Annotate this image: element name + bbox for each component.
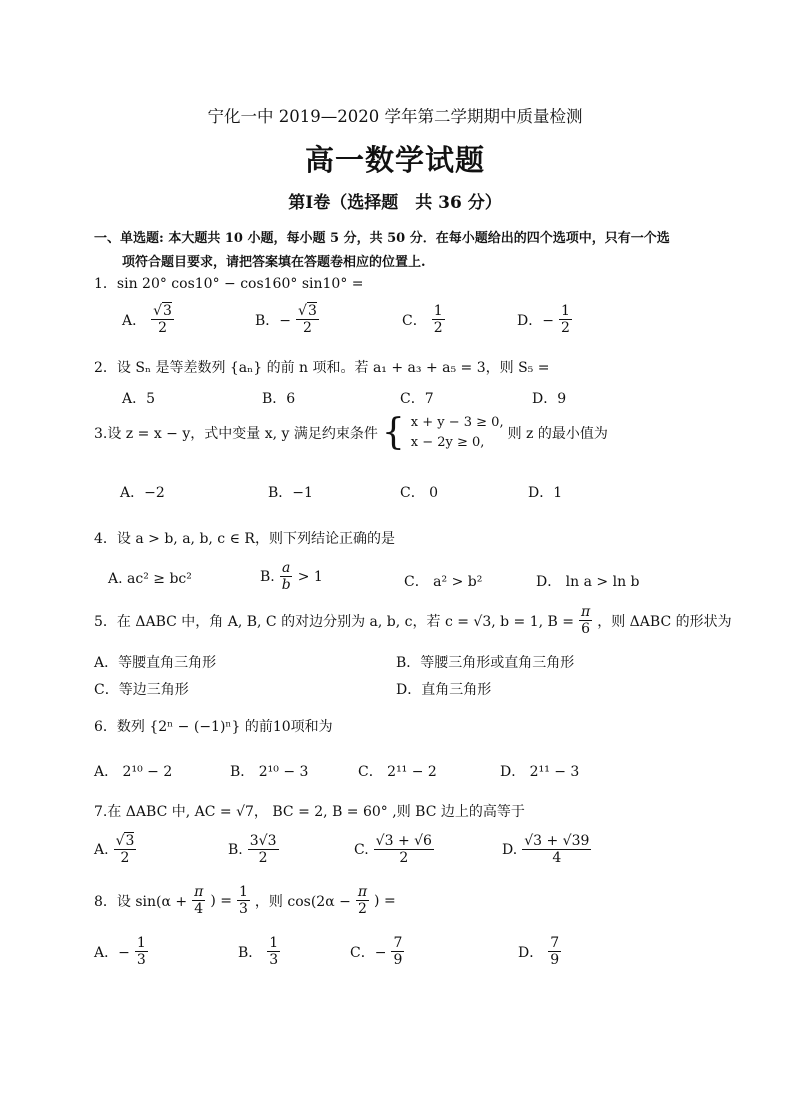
option-label: C． xyxy=(402,312,427,329)
fraction: $\frac{a}{b}$ xyxy=(281,560,291,594)
stem-text-mid: ) = xyxy=(210,892,232,909)
brace: { xyxy=(381,411,405,453)
question-1-stem: 1．sin 20° cos10° − cos160° sin10° = xyxy=(94,276,364,292)
fraction: √ $\frac{3}{2}$ xyxy=(151,303,174,336)
option-label: A． xyxy=(122,312,147,329)
section-instructions-line1: 一、单选题: 本大题共 10 小题，每小题 5 分，共 50 分．在每小题给出的四个选项中，只有一个选 xyxy=(94,231,670,246)
constraint-1: x + y − 3 ≥ 0, xyxy=(410,415,504,430)
question-6-option-b: B． 2¹⁰ − 3 xyxy=(230,764,309,780)
fraction: $\frac{3√3}{2}$ xyxy=(249,833,277,867)
inequality: > 1 xyxy=(297,568,323,585)
question-6-stem: 6．数列 {2ⁿ − (−1)ⁿ} 的前10项和为 xyxy=(94,719,333,735)
option-label: C．− xyxy=(350,944,387,961)
question-2-option-b: B．6 xyxy=(262,391,296,407)
stem-text-end: ) = xyxy=(374,892,396,909)
question-5-stem xyxy=(94,604,732,637)
question-3-option-c: C． 0 xyxy=(400,485,439,501)
exam-school-heading: 宁化一中 2019—2020 学年第二学期期中质量检测 xyxy=(207,107,583,126)
option-label: B． xyxy=(238,944,263,961)
fraction: $\frac{1}{3}$ xyxy=(239,884,248,918)
fraction: $\frac{√3 + √6}{2}$ xyxy=(375,833,432,867)
question-5-option-a: A．等腰直角三角形 xyxy=(94,655,217,671)
question-6-option-c: C． 2¹¹ − 2 xyxy=(358,764,437,780)
question-8-option-a xyxy=(94,935,149,968)
stem-text: 8．设 sin(α + xyxy=(94,893,188,910)
question-5-option-c: C．等边三角形 xyxy=(94,682,189,698)
question-4-option-c: C． a² > b² xyxy=(404,574,483,590)
question-3-option-a: A．−2 xyxy=(120,485,165,501)
fraction: $\frac{1}{2}$ xyxy=(433,303,443,337)
question-6-option-a: A． 2¹⁰ − 2 xyxy=(94,764,173,780)
stem-text: 5．在 ΔABC 中，角 A, B, C 的对边分别为 a, b, c，若 c = √3, b = 1, B = xyxy=(94,613,575,630)
fraction: $\frac{\pi}{2}$ xyxy=(357,884,368,918)
exam-title: 高一数学试题 xyxy=(304,143,485,177)
question-7-option-a xyxy=(94,833,137,866)
question-5-option-b: B．等腰三角形或直角三角形 xyxy=(396,655,575,671)
fraction: $\frac{\pi}{6}$ xyxy=(581,604,591,638)
question-7-option-c xyxy=(354,833,435,866)
exam-part-heading: 第Ⅰ卷（选择题 共 36 分） xyxy=(288,193,502,213)
fraction: $\frac{7}{9}$ xyxy=(550,935,560,969)
stem-text-end: 则 z 的最小值为 xyxy=(507,425,608,442)
question-7-option-b xyxy=(228,833,280,866)
question-4-option-b xyxy=(260,560,323,593)
option-label: A．− xyxy=(94,944,130,961)
section-instructions-line2: 项符合题目要求，请把答案填在答题卷相应的位置上. xyxy=(122,255,426,270)
question-2-stem: 2．设 Sₙ 是等差数列 {aₙ} 的前 n 项和。若 a₁ + a₃ + a₅ = 3，则 S₅ = xyxy=(94,360,550,376)
stem-text-end: ，则 ΔABC 的形状为 xyxy=(597,613,732,630)
option-label: C. xyxy=(354,841,369,858)
option-label: D. xyxy=(502,841,518,858)
constraint-2: x − 2y ≥ 0, xyxy=(410,434,485,450)
question-8-option-c xyxy=(350,935,405,968)
question-4-option-a: A. ac² ≥ bc² xyxy=(108,571,192,587)
option-label: B．− xyxy=(255,312,292,329)
fraction: √ $\frac{3}{2}$ xyxy=(296,303,319,336)
question-7-stem: 7.在 ΔABC 中, AC = √7， BC = 2, B = 60° ,则 BC 边上的高等于 xyxy=(94,804,525,820)
question-8-stem xyxy=(94,884,396,917)
question-2-option-a: A．5 xyxy=(122,391,156,407)
option-label: B. xyxy=(228,841,243,858)
stem-text-mid2: ，则 cos(2α − xyxy=(254,893,351,910)
fraction: $\frac{1}{3}$ xyxy=(136,935,146,969)
constraint-system xyxy=(411,413,504,452)
option-label: A. xyxy=(94,841,109,858)
question-6-option-d: D． 2¹¹ − 3 xyxy=(500,764,580,780)
question-7-option-d xyxy=(502,833,592,866)
question-4-option-d: D． ln a > ln b xyxy=(536,574,640,590)
stem-text: 3.设 z = x − y，式中变量 x, y 满足约束条件 xyxy=(94,425,378,442)
question-2-option-d: D．9 xyxy=(532,391,567,407)
question-8-option-b xyxy=(238,935,281,968)
option-label: D． xyxy=(518,944,544,961)
fraction: $\frac{\pi}{4}$ xyxy=(194,884,204,918)
fraction: $\frac{1}{3}$ xyxy=(269,935,279,969)
question-1-option-d xyxy=(517,303,573,336)
fraction: $\frac{1}{2}$ xyxy=(560,303,570,337)
fraction: $\frac{√3 + √39}{4}$ xyxy=(524,833,590,867)
question-1-option-b xyxy=(255,303,320,336)
question-4-stem: 4．设 a > b, a, b, c ∈ R，则下列结论正确的是 xyxy=(94,531,395,547)
option-label: D．− xyxy=(517,312,554,329)
question-3-stem xyxy=(94,413,608,452)
question-2-option-c: C．7 xyxy=(400,391,434,407)
question-3-option-d: D．1 xyxy=(528,485,563,501)
question-3-option-b: B．−1 xyxy=(268,485,313,501)
question-1-option-a xyxy=(122,303,175,336)
option-label: B. xyxy=(260,568,275,585)
fraction: $\frac{7}{9}$ xyxy=(393,935,403,969)
question-8-option-d xyxy=(518,935,562,968)
question-5-option-d: D．直角三角形 xyxy=(396,682,492,698)
fraction: √ $\frac{3}{2}$ xyxy=(114,833,137,866)
question-1-option-c xyxy=(402,303,446,336)
